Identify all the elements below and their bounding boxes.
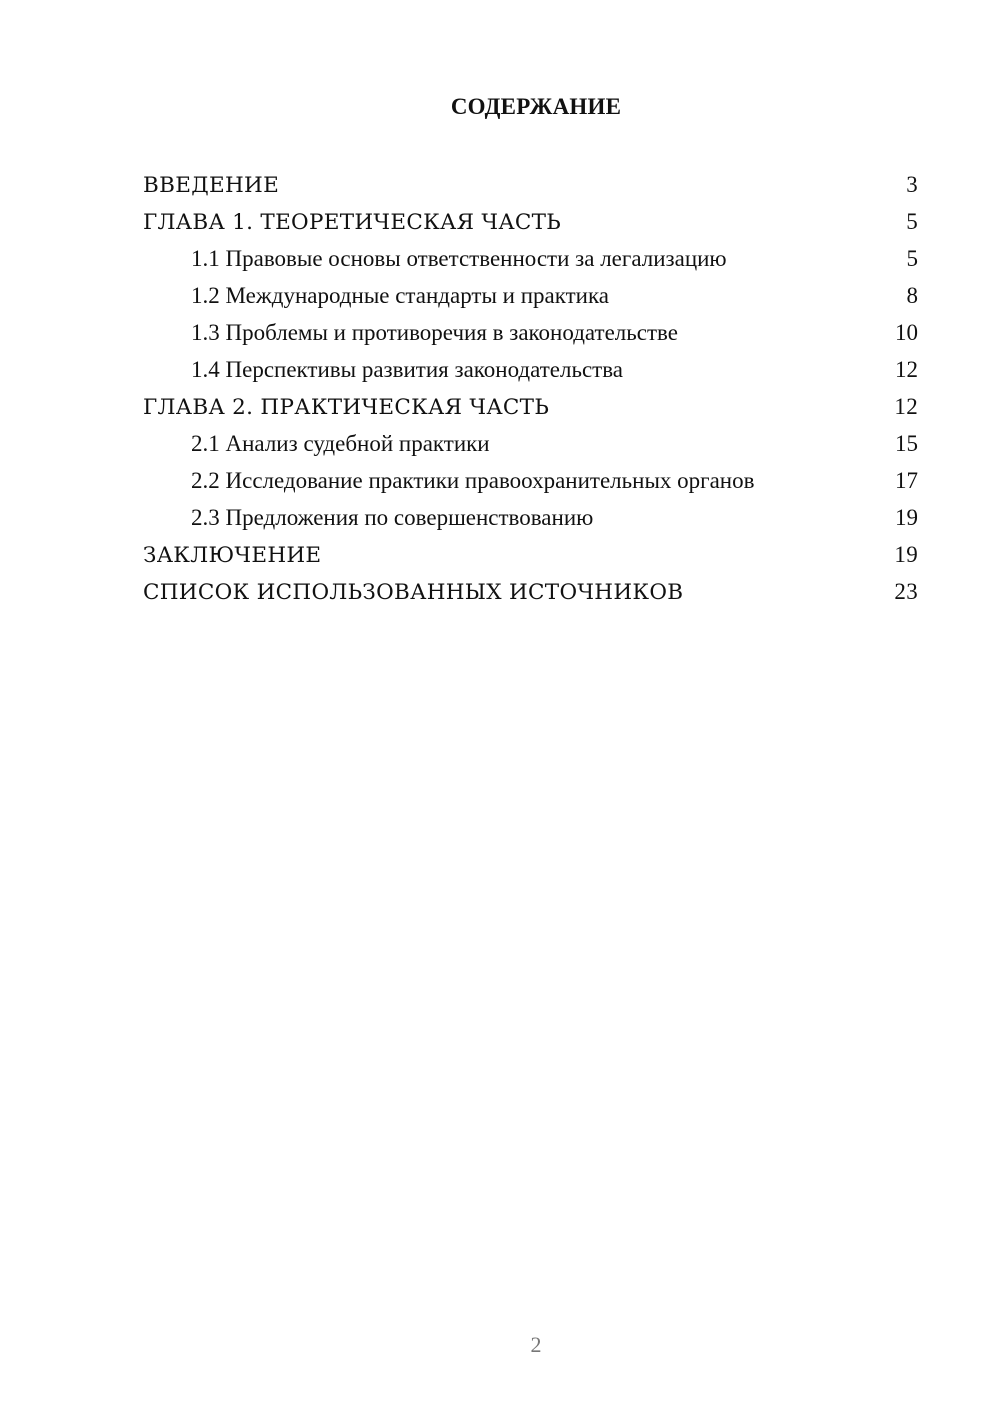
- toc-entry-page: 15: [895, 431, 918, 456]
- toc-entry-label: ЗАКЛЮЧЕНИЕ: [143, 543, 322, 568]
- toc-entry-section-1-2[interactable]: [143, 277, 918, 314]
- toc-entry-page: 5: [906, 209, 918, 234]
- toc-entry-section-2-3[interactable]: [143, 499, 918, 536]
- toc-entry-section-1-1[interactable]: [143, 240, 918, 277]
- toc-entry-page: 19: [894, 542, 918, 567]
- page-number: 2: [530, 1332, 542, 1357]
- toc-entry-page: 8: [906, 283, 918, 308]
- toc-entry-conclusion[interactable]: [143, 536, 918, 573]
- table-of-contents: [143, 166, 918, 610]
- toc-entry-label: 2.3 Предложения по совершенствованию: [191, 505, 594, 530]
- toc-entry-label: ВВЕДЕНИЕ: [143, 173, 280, 198]
- toc-entry-section-2-1[interactable]: [143, 425, 918, 462]
- toc-entry-label: 1.1 Правовые основы ответственности за легализацию: [191, 246, 727, 271]
- toc-entry-page: 19: [895, 505, 918, 530]
- toc-entry-label: 1.4 Перспективы развития законодательства: [191, 357, 624, 382]
- toc-entry-page: 12: [894, 394, 918, 419]
- toc-entry-chapter-2[interactable]: [143, 388, 918, 425]
- toc-entry-section-1-3[interactable]: [143, 314, 918, 351]
- toc-entry-introduction[interactable]: [143, 166, 918, 203]
- toc-entry-label: 2.1 Анализ судебной практики: [191, 431, 490, 456]
- toc-entry-label: 1.2 Международные стандарты и практика: [191, 283, 609, 308]
- toc-entry-page: 10: [895, 320, 918, 345]
- toc-heading: СОДЕРЖАНИЕ: [450, 94, 622, 119]
- toc-entry-references[interactable]: [143, 573, 918, 610]
- toc-entry-label: ГЛАВА 1. ТЕОРЕТИЧЕСКАЯ ЧАСТЬ: [143, 210, 562, 235]
- toc-entry-page: 17: [895, 468, 918, 493]
- toc-entry-page: 5: [906, 246, 918, 271]
- toc-entry-chapter-1[interactable]: [143, 203, 918, 240]
- toc-entry-section-1-4[interactable]: [143, 351, 918, 388]
- toc-entry-label: СПИСОК ИСПОЛЬЗОВАННЫХ ИСТОЧНИКОВ: [143, 580, 684, 605]
- toc-entry-section-2-2[interactable]: [143, 462, 918, 499]
- toc-entry-label: 2.2 Исследование практики правоохранительных органов: [191, 468, 755, 493]
- toc-entry-page: 12: [895, 357, 918, 382]
- toc-entry-page: 3: [906, 172, 918, 197]
- toc-entry-label: 1.3 Проблемы и противоречия в законодательстве: [191, 320, 678, 345]
- toc-entry-label: ГЛАВА 2. ПРАКТИЧЕСКАЯ ЧАСТЬ: [143, 395, 550, 420]
- toc-entry-page: 23: [894, 579, 918, 604]
